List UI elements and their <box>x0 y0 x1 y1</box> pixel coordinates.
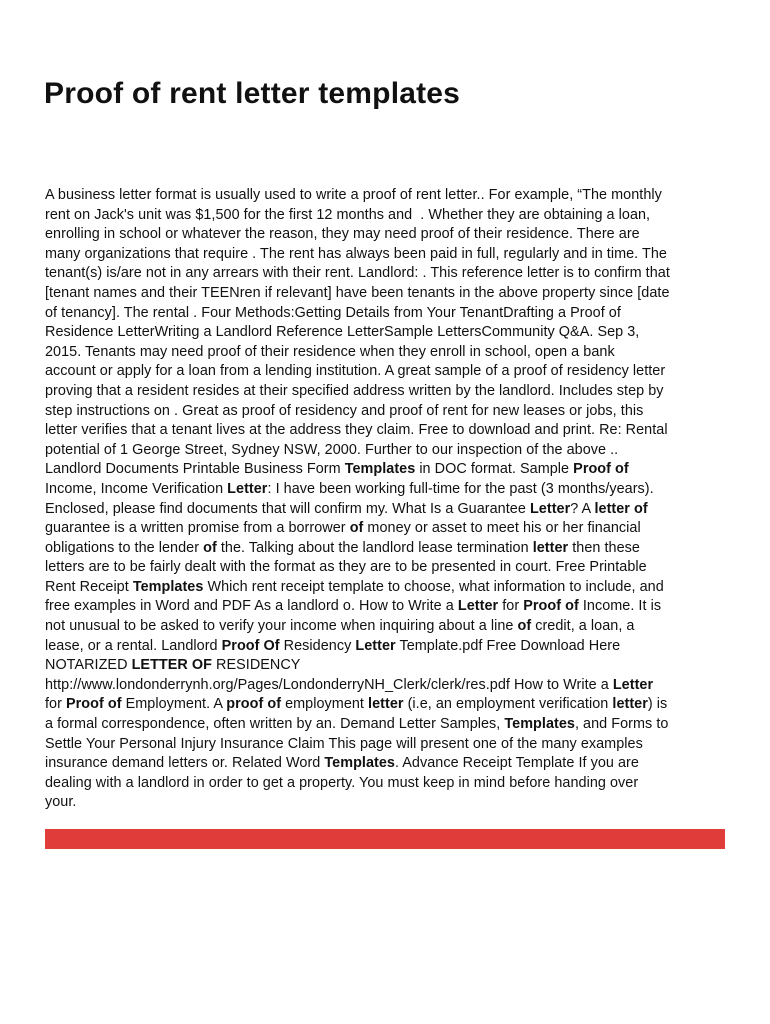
text-segment: step instructions on . Great as proof of residency and proof of rent for new leases or jobs, this <box>45 402 644 419</box>
text-line <box>45 500 735 520</box>
red-divider-bar <box>45 829 725 849</box>
text-line <box>45 402 735 422</box>
text-line <box>45 597 735 617</box>
text-segment: for <box>498 598 524 615</box>
bold-keyword: Templates <box>504 716 575 733</box>
text-segment: letters are to be fairly dealt with the format as they are to be presented in court. Free Printable <box>45 559 647 576</box>
text-line <box>45 735 735 755</box>
text-segment: the. Talking about the landlord lease termination <box>216 539 533 556</box>
text-segment: rent on Jack's unit was $1,500 for the first 12 months and . Whether they are obtaining a loan, <box>45 206 651 223</box>
bold-keyword: letter <box>532 539 569 556</box>
text-segment: Residence LetterWriting a Landlord Reference LetterSample LettersCommunity Q&A. Sep 3, <box>45 324 640 341</box>
text-line <box>45 284 735 304</box>
text-line <box>45 519 735 539</box>
bold-keyword: Templates <box>324 755 395 772</box>
text-segment: then these <box>568 539 640 556</box>
text-line <box>45 715 735 735</box>
text-line <box>45 617 735 637</box>
text-line <box>45 578 735 598</box>
bold-keyword: Proof of <box>66 696 122 713</box>
bold-keyword: Proof of <box>523 598 579 615</box>
text-segment: many organizations that require . The rent has always been paid in full, regularly and in time. The <box>45 245 667 262</box>
text-segment: . Advance Receipt Template If you are <box>394 755 639 772</box>
text-segment: dealing with a landlord in order to get a property. You must keep in mind before handing over <box>45 774 639 791</box>
text-line <box>45 558 735 578</box>
bold-keyword: Templates <box>132 578 204 595</box>
text-segment: letter verifies that a tenant lives at the address they claim. Free to download and print. Re: Rental <box>45 422 668 439</box>
text-line <box>45 225 735 245</box>
bold-keyword: LETTER OF <box>131 657 212 674</box>
bold-keyword: Letter <box>457 598 499 615</box>
text-segment: ? A <box>570 500 595 517</box>
text-line <box>45 480 735 500</box>
text-segment: 2015. Tenants may need proof of their residence when they enroll in school, open a bank <box>45 343 615 360</box>
text-segment: for <box>45 696 66 713</box>
text-segment: free examples in Word and PDF As a landlord o. How to Write a <box>45 598 458 615</box>
text-segment: NOTARIZED <box>45 657 132 674</box>
bold-keyword: Letter <box>612 676 654 693</box>
text-segment: : I have been working full-time for the past (3 months/years). <box>267 480 654 497</box>
text-line <box>45 382 735 402</box>
bold-keyword: Letter <box>529 500 571 517</box>
text-segment: in DOC format. Sample <box>415 461 574 478</box>
text-segment: http://www.londonderrynh.org/Pages/LondonderryNH_Clerk/clerk/res.pdf How to Write a <box>45 676 613 693</box>
text-segment: employment <box>281 696 369 713</box>
page-title: Proof of rent letter templates <box>44 77 461 110</box>
text-segment: ) is <box>647 696 668 713</box>
text-line <box>45 774 735 794</box>
text-line <box>45 676 735 696</box>
bold-keyword: letter <box>368 696 404 713</box>
text-line <box>45 637 735 657</box>
text-line <box>45 460 735 480</box>
text-segment: obligations to the lender <box>45 539 204 556</box>
text-segment: lease, or a rental. Landlord <box>45 637 222 654</box>
text-line <box>45 206 735 226</box>
text-segment: account or apply for a loan from a lending institution. A great sample of a proof of residency letter <box>45 363 666 380</box>
text-segment: of tenancy]. The rental . Four Methods:Getting Details from Your TenantDrafting a Proof of <box>45 304 621 321</box>
text-line <box>45 793 735 813</box>
text-segment: Settle Your Personal Injury Insurance Claim This page will present one of the many examples <box>45 735 643 752</box>
text-segment: money or asset to meet his or her financial <box>363 520 641 537</box>
text-segment: credit, a loan, a <box>531 618 635 635</box>
text-segment: [tenant names and their TEENren if relevant] have been tenants in the above property since [date <box>45 284 670 301</box>
text-segment: potential of 1 George Street, Sydney NSW, 2000. Further to our inspection of the above .. <box>45 441 619 458</box>
text-line <box>45 264 735 284</box>
text-segment: not unusual to be asked to verify your income when inquiring about a line <box>45 618 518 635</box>
text-line <box>45 343 735 363</box>
bold-keyword: Letter <box>227 480 268 497</box>
text-line <box>45 754 735 774</box>
text-segment: Landlord Documents Printable Business Form <box>45 461 345 478</box>
text-segment: Which rent receipt template to choose, what information to include, and <box>203 578 664 595</box>
bold-keyword: letter of <box>594 500 648 517</box>
text-segment: Income, Income Verification <box>45 480 228 497</box>
text-segment: your. <box>45 794 77 811</box>
text-line <box>45 323 735 343</box>
text-segment: proving that a resident resides at their specified address written by the landlord. Includes step by <box>45 382 664 399</box>
bold-keyword: of <box>349 520 364 537</box>
bold-keyword: Proof Of <box>221 637 280 654</box>
bold-keyword: Proof of <box>573 461 629 478</box>
text-segment: , and Forms to <box>574 716 669 733</box>
text-line <box>45 186 735 206</box>
text-line <box>45 441 735 461</box>
text-line <box>45 695 735 715</box>
text-segment: a formal correspondence, often written by an. Demand Letter Samples, <box>45 716 505 733</box>
text-segment: Employment. A <box>121 696 227 713</box>
body-text <box>45 186 735 813</box>
text-segment: tenant(s) is/are not in any arrears with their rent. Landlord: . This reference letter is to confirm that <box>45 265 670 282</box>
bold-keyword: Letter <box>355 637 396 654</box>
text-segment: guarantee is a written promise from a borrower <box>45 520 350 537</box>
text-segment: Template.pdf Free Download Here <box>395 637 621 654</box>
text-line <box>45 362 735 382</box>
text-line <box>45 656 735 676</box>
text-line <box>45 421 735 441</box>
text-segment: enrolling in school or whatever the reason, they may need proof of their residence. There are <box>45 226 640 243</box>
text-segment: insurance demand letters or. Related Word <box>45 755 325 772</box>
bold-keyword: Templates <box>344 461 416 478</box>
bold-keyword: letter <box>612 696 648 713</box>
text-segment: RESIDENCY <box>211 657 301 674</box>
bold-keyword: proof of <box>226 696 282 713</box>
text-line <box>45 304 735 324</box>
text-segment: Rent Receipt <box>45 578 133 595</box>
text-segment: A business letter format is usually used to write a proof of rent letter.. For example, “The monthly <box>45 187 662 203</box>
text-segment: Residency <box>279 637 356 654</box>
text-segment: Income. It is <box>578 598 662 615</box>
text-line <box>45 245 735 265</box>
text-segment: Enclosed, please find documents that will confirm my. What Is a Guarantee <box>45 500 530 517</box>
text-segment: (i.e, an employment verification <box>403 696 613 713</box>
text-line <box>45 539 735 559</box>
bold-keyword: of <box>203 539 217 556</box>
bold-keyword: of <box>517 618 532 635</box>
